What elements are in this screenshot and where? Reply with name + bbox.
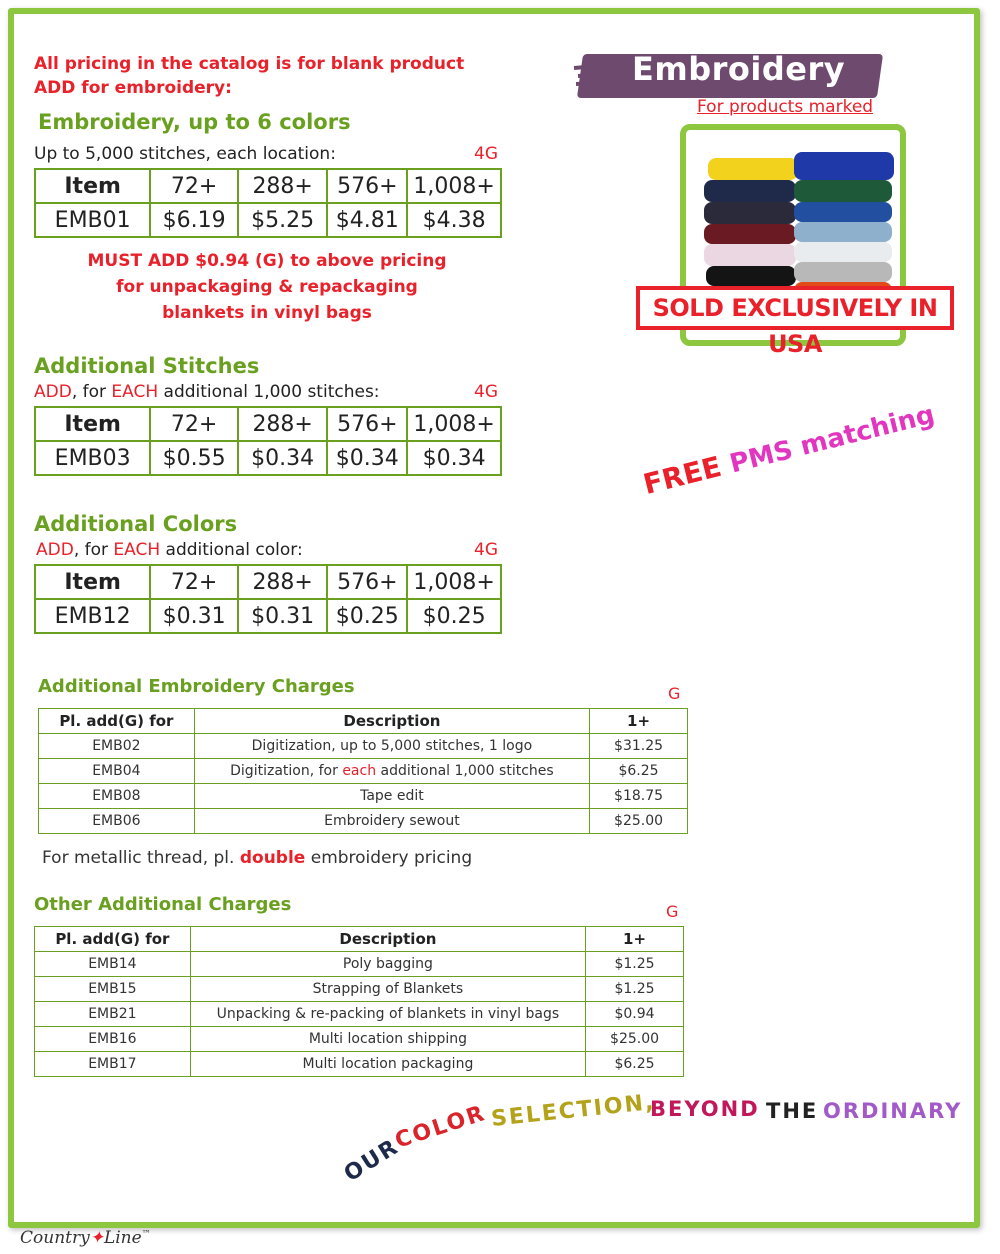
other-charges-title: Other Additional Charges (34, 894, 292, 915)
price-cell: $0.94 (586, 1002, 684, 1027)
item-code: EMB04 (39, 759, 195, 784)
logo-country: Country (20, 1228, 90, 1248)
table-row (35, 1027, 684, 1052)
price-cell: $25.00 (590, 809, 688, 834)
price-cell: $0.25 (407, 599, 501, 633)
embroidery-price-table (34, 168, 502, 238)
color-selection-slogan (320, 1090, 970, 1200)
emb04-desc-pre: Digitization, for (230, 763, 343, 779)
price-cell: $4.38 (407, 203, 501, 237)
must-add-line-1: MUST ADD $0.94 (G) to above pricing (87, 251, 447, 271)
left-blanket-stack (704, 158, 798, 286)
sold-exclusively-badge: SOLD EXCLUSIVELY IN USA (636, 286, 954, 330)
header-item: Item (35, 407, 150, 441)
price-cell: $0.34 (327, 441, 407, 475)
header-code: Pl. add(G) for (35, 927, 191, 952)
header-qty: 72+ (150, 407, 238, 441)
table-row (35, 441, 501, 475)
price-cell: $1.25 (586, 952, 684, 977)
table-row (35, 1002, 684, 1027)
header-qty: 576+ (327, 169, 407, 203)
trademark-mark: ™ (141, 1229, 151, 1240)
colors-subtitle (36, 540, 303, 560)
emb04-desc-each: each (342, 763, 377, 779)
header-qty: 1+ (590, 709, 688, 734)
table-row (35, 203, 501, 237)
item-code: EMB21 (35, 1002, 191, 1027)
item-code: EMB16 (35, 1027, 191, 1052)
slogan-selection: SELECTION, (490, 1090, 657, 1132)
table-header-row (39, 709, 688, 734)
table-header-row (35, 927, 684, 952)
pricing-notice (34, 52, 464, 100)
stitches-subtitle (34, 382, 380, 402)
emb-charges-table (38, 708, 688, 834)
item-code: EMB15 (35, 977, 191, 1002)
must-add-line-3: blankets in vinyl bags (162, 303, 372, 323)
table-row (35, 977, 684, 1002)
item-code: EMB01 (35, 203, 150, 237)
colors-price-table (34, 564, 502, 634)
price-cell: $0.25 (327, 599, 407, 633)
free-label: FREE (640, 449, 725, 501)
slogan-color: COLOR (392, 1100, 490, 1154)
must-add-notice (34, 248, 500, 326)
slogan-our: OUR (339, 1134, 404, 1188)
maple-leaf-icon: ✦ (89, 1228, 104, 1248)
item-code: EMB14 (35, 952, 191, 977)
other-charges-table (34, 926, 684, 1077)
table-row (35, 952, 684, 977)
header-description: Description (194, 709, 589, 734)
item-description (194, 759, 589, 784)
price-cell: $6.25 (590, 759, 688, 784)
brush-stroke-icon (572, 62, 632, 96)
add-label: ADD (34, 382, 72, 402)
colors-rest: additional color: (160, 540, 303, 560)
table-header-row (35, 565, 501, 599)
price-cell: $25.00 (586, 1027, 684, 1052)
metallic-note (42, 848, 472, 868)
header-qty: 72+ (150, 565, 238, 599)
table-row (39, 809, 688, 834)
embroidery-tag: 4G (474, 144, 498, 164)
header-qty: 72+ (150, 169, 238, 203)
stitches-price-table (34, 406, 502, 476)
logo-line: Line (103, 1228, 142, 1248)
emb-charges-tag: G (668, 684, 681, 703)
price-cell: $1.25 (586, 977, 684, 1002)
item-code: EMB03 (35, 441, 150, 475)
item-code: EMB08 (39, 784, 195, 809)
for-products-marked: For products marked (697, 97, 874, 117)
header-qty: 288+ (238, 169, 328, 203)
header-code: Pl. add(G) for (39, 709, 195, 734)
item-description: Poly bagging (190, 952, 585, 977)
header-item: Item (35, 565, 150, 599)
price-cell: $0.31 (150, 599, 238, 633)
table-row (39, 784, 688, 809)
metallic-double: double (239, 848, 306, 868)
pms-matching-label: PMS matching (726, 399, 938, 480)
table-row (39, 759, 688, 784)
stitches-tag: 4G (474, 382, 498, 402)
header-description: Description (190, 927, 585, 952)
item-description: Multi location packaging (190, 1052, 585, 1077)
header-item: Item (35, 169, 150, 203)
notice-line-1: All pricing in the catalog is for blank product (34, 54, 465, 74)
item-code: EMB02 (39, 734, 195, 759)
slogan-beyond: BEYOND (650, 1097, 760, 1121)
item-code: EMB12 (35, 599, 150, 633)
other-charges-tag: G (666, 902, 679, 921)
embroidery-banner (580, 48, 940, 98)
each-label: EACH (113, 540, 161, 560)
notice-line-2: ADD for embroidery: (34, 78, 232, 98)
metallic-post: embroidery pricing (305, 848, 473, 868)
item-code: EMB06 (39, 809, 195, 834)
stitches-section-title: Additional Stitches (34, 354, 260, 378)
price-cell: $6.25 (586, 1052, 684, 1077)
table-row (39, 734, 688, 759)
item-description: Embroidery sewout (194, 809, 589, 834)
right-blanket-stack (794, 152, 894, 300)
embroidery-section-title: Embroidery, up to 6 colors (38, 110, 351, 134)
each-label: EACH (111, 382, 159, 402)
header-qty: 1,008+ (407, 565, 501, 599)
slogan-the: THE (766, 1099, 819, 1123)
countryline-logo (20, 1228, 151, 1248)
table-row (35, 1052, 684, 1077)
price-cell: $0.34 (238, 441, 328, 475)
table-header-row (35, 407, 501, 441)
header-qty: 288+ (238, 407, 328, 441)
price-cell: $18.75 (590, 784, 688, 809)
price-cell: $5.25 (238, 203, 328, 237)
table-row (35, 599, 501, 633)
price-cell: $0.55 (150, 441, 238, 475)
price-cell: $6.19 (150, 203, 238, 237)
price-cell: $31.25 (590, 734, 688, 759)
emb-charges-title: Additional Embroidery Charges (38, 676, 355, 697)
header-qty: 576+ (327, 565, 407, 599)
for-label: , for (71, 382, 112, 402)
header-qty: 288+ (238, 565, 328, 599)
header-qty: 1+ (586, 927, 684, 952)
price-cell: $0.34 (407, 441, 501, 475)
emb04-desc-post: additional 1,000 stitches (376, 763, 554, 779)
metallic-pre: For metallic thread, pl. (42, 848, 240, 868)
embroidery-subtitle: Up to 5,000 stitches, each location: (34, 144, 336, 164)
for-label: , for (73, 540, 114, 560)
item-description: Multi location shipping (190, 1027, 585, 1052)
header-qty: 576+ (327, 407, 407, 441)
slogan-ordinary: ORDINARY (823, 1099, 963, 1123)
item-description: Tape edit (194, 784, 589, 809)
table-header-row (35, 169, 501, 203)
header-qty: 1,008+ (407, 407, 501, 441)
add-label: ADD (36, 540, 74, 560)
header-qty: 1,008+ (407, 169, 501, 203)
item-code: EMB17 (35, 1052, 191, 1077)
item-description: Unpacking & re-packing of blankets in vinyl bags (190, 1002, 585, 1027)
item-description: Digitization, up to 5,000 stitches, 1 logo (194, 734, 589, 759)
must-add-line-2: for unpackaging & repackaging (116, 277, 418, 297)
price-cell: $4.81 (327, 203, 407, 237)
colors-section-title: Additional Colors (34, 512, 238, 536)
price-cell: $0.31 (238, 599, 328, 633)
colors-tag: 4G (474, 540, 498, 560)
banner-title: Embroidery (632, 50, 846, 88)
stitches-rest: additional 1,000 stitches: (158, 382, 380, 402)
item-description: Strapping of Blankets (190, 977, 585, 1002)
